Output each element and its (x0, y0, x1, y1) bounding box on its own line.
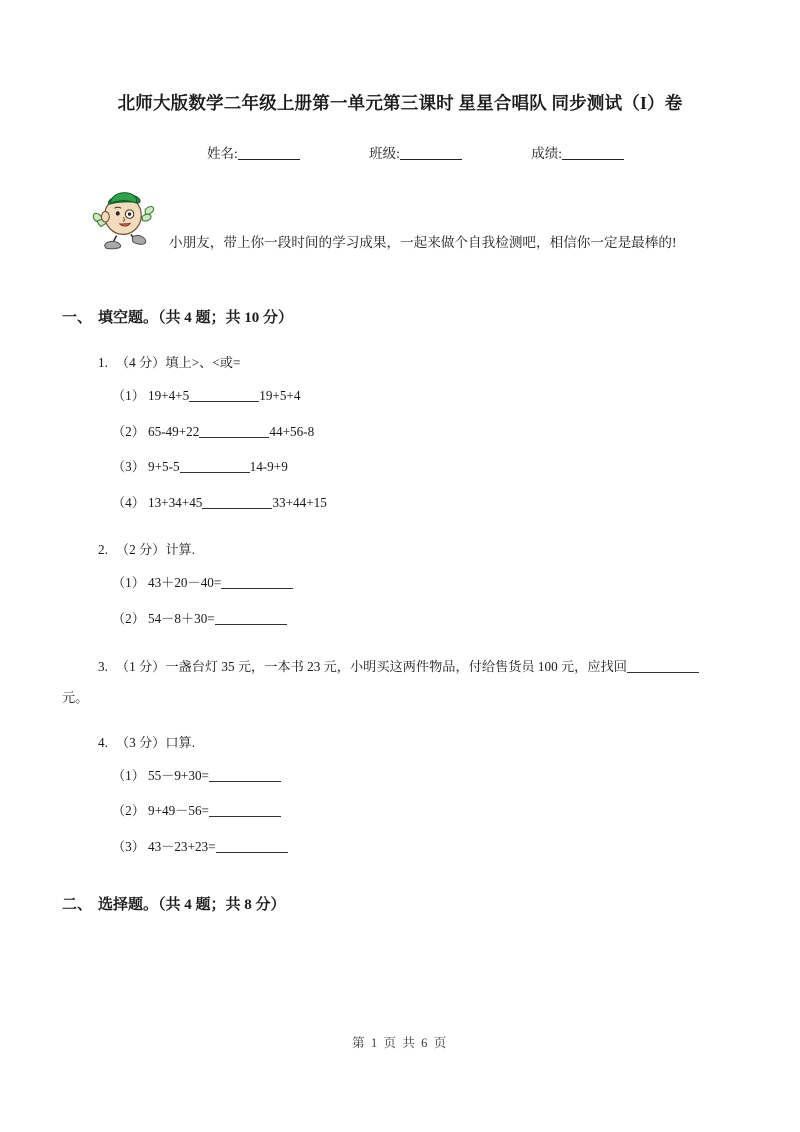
question-2-stem (98, 534, 738, 565)
question-1-sub-1-blank[interactable] (189, 388, 259, 402)
student-class-blank[interactable] (400, 146, 462, 160)
section-1-title: 填空题。 (98, 310, 159, 327)
student-score-label: 成绩: (531, 145, 563, 161)
question-1-sub-2 (98, 414, 738, 450)
question-2-sub-2-blank[interactable] (215, 612, 287, 626)
question-4-sub-1-label: （1） (112, 767, 145, 783)
question-4-sub-1-before: 55－9+30= (147, 767, 209, 783)
page-footer: 第 1 页 共 6 页 (352, 1036, 448, 1050)
question-4-sub-3-before: 43－23+23= (147, 839, 216, 855)
question-2-sub-2-before: 54－8＋30= (147, 611, 215, 627)
question-1-sub-3-label: （3） (112, 459, 145, 475)
question-1-sub-2-before: 65-49+22 (147, 423, 200, 439)
question-4-sub-2-before: 9+49－56= (147, 803, 209, 819)
question-4-sub-2-label: （2） (112, 803, 145, 819)
question-2-sub-1-before: 43＋20－40= (147, 575, 222, 591)
question-2-stem-text: （2 分）计算. (115, 542, 196, 558)
student-score-field (531, 143, 624, 165)
question-1 (62, 347, 738, 521)
question-1-sub-1 (98, 378, 738, 414)
section-heading-2 (62, 891, 738, 920)
question-1-number: 1. (98, 354, 108, 370)
question-1-sub-2-blank[interactable] (199, 424, 269, 438)
question-1-sub-2-after: 44+56-8 (269, 423, 315, 439)
question-3 (62, 651, 738, 713)
question-1-sub-4-before: 13+34+45 (147, 494, 203, 510)
student-name-label: 姓名: (207, 145, 238, 161)
question-1-sub-2-label: （2） (112, 423, 145, 439)
question-4-sub-2 (98, 793, 738, 829)
section-1-number: 一、 (62, 310, 93, 327)
question-4-stem-text: （3 分）口算. (115, 734, 196, 750)
cartoon-student-mascot-icon (90, 186, 156, 254)
question-1-sub-4-after: 33+44+15 (272, 494, 327, 510)
question-1-sub-1-label: （1） (112, 387, 145, 403)
question-4-sub-1-blank[interactable] (209, 768, 281, 782)
section-2-number: 二、 (62, 896, 93, 913)
question-2 (62, 534, 738, 636)
question-3-stem-part1: （1 分）一盏台灯 35 元，一本书 23 元，小明买这两件物品，付给售货员 100 元，应找回 (115, 658, 627, 674)
question-1-sub-3-blank[interactable] (180, 460, 250, 474)
section-1-meta: （共 4 题；共 10 分） (158, 310, 294, 327)
intro-block (62, 186, 738, 282)
question-4-sub-3-label: （3） (112, 839, 145, 855)
question-2-sub-1 (98, 565, 738, 601)
question-4-number: 4. (98, 734, 108, 750)
student-score-blank[interactable] (562, 146, 624, 160)
question-4-sub-2-blank[interactable] (209, 804, 281, 818)
student-name-blank[interactable] (238, 146, 300, 160)
question-3-stem-continuation: 元。 (62, 689, 89, 705)
question-1-stem-text: （4 分）填上>、<或= (115, 354, 241, 370)
question-4-sub-3 (98, 829, 738, 865)
question-1-sub-1-after: 19+5+4 (259, 387, 301, 403)
question-4-stem (98, 727, 738, 758)
question-3-blank[interactable] (627, 659, 699, 673)
question-1-sub-4 (98, 485, 738, 521)
question-4-sub-3-blank[interactable] (216, 840, 288, 854)
question-3-stem (62, 651, 738, 682)
page-title: 北师大版数学二年级上册第一单元第三课时 星星合唱队 同步测试（I）卷 (117, 93, 683, 113)
question-1-sub-4-label: （4） (112, 494, 145, 510)
section-heading-1 (62, 304, 738, 333)
section-2-title: 选择题。 (98, 896, 159, 913)
intro-text: 小朋友，带上你一段时间的学习成果，一起来做个自我检测吧，相信你一定是最棒的! (169, 235, 677, 251)
question-4-sub-1 (98, 758, 738, 794)
question-1-sub-3-before: 9+5-5 (147, 459, 180, 475)
question-1-sub-1-before: 19+4+5 (147, 387, 190, 403)
question-1-sub-3-after: 14-9+9 (249, 459, 288, 475)
student-identity-row (62, 143, 738, 165)
question-4 (62, 727, 738, 865)
question-2-sub-2 (98, 601, 738, 637)
question-1-stem (98, 347, 738, 378)
question-2-sub-1-blank[interactable] (221, 576, 293, 590)
question-2-sub-1-label: （1） (112, 575, 145, 591)
student-name-field (207, 143, 300, 165)
student-class-field (369, 143, 462, 165)
question-3-number: 3. (98, 658, 108, 674)
question-1-sub-3 (98, 449, 738, 485)
question-2-sub-2-label: （2） (112, 611, 145, 627)
student-class-label: 班级: (369, 145, 400, 161)
section-2-meta: （共 4 题；共 8 分） (158, 896, 286, 913)
question-2-number: 2. (98, 542, 108, 558)
question-1-sub-4-blank[interactable] (202, 495, 272, 509)
